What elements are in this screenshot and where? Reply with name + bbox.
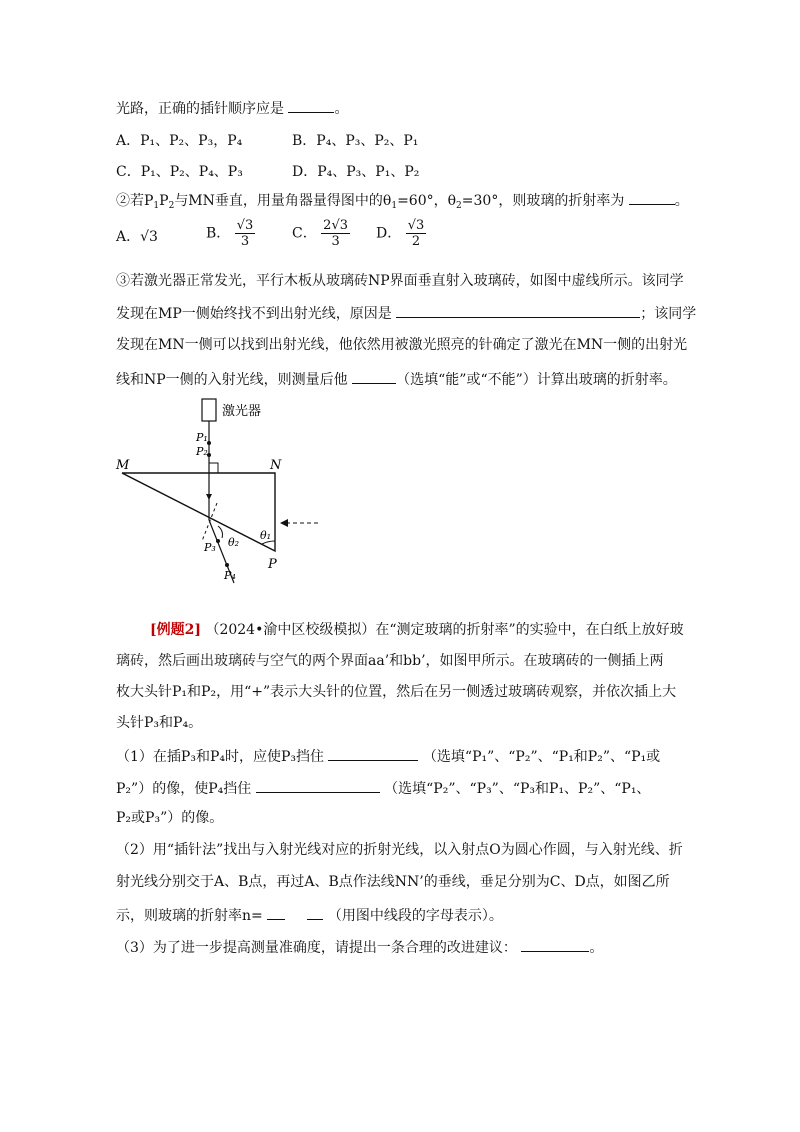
answer-blank-7a[interactable] (267, 905, 285, 920)
pin-p4 (225, 563, 229, 567)
example-tag: [例题2] (150, 622, 201, 638)
q1-stem: 光路，正确的插针顺序应是 。 (116, 98, 348, 118)
ex2-sub2-line-2: 射光线分别交于A、B点，再过A、B点作法线NN’的垂线，垂足分别为C、D点，如图乙所 (116, 874, 670, 890)
ex2-sub1-line-2: P₂”）的像，使P₄挡住 （选填“P₂”、“P₃”、“P₃和P₁、P₂”、“P₁、 (116, 778, 650, 798)
q2-stem: ②若$P_1P_2$与MN垂直，用量角器量得图中的$\theta_1=60^\circ$，$\theta_2=30^\circ$，则玻璃的折射率为 。 (116, 190, 689, 210)
fraction: $\frac{√3}{2}$ (407, 218, 425, 249)
ex2-line-2: 璃砖，然后画出玻璃砖与空气的两个界面aa’和bb’，如图甲所示。在玻璃砖的一侧插上两 (116, 653, 664, 669)
option-a: A．P₁、P₂、P₃，P₄ (116, 133, 243, 149)
answer-blank-5[interactable] (328, 746, 418, 761)
answer-blank-7b[interactable] (307, 905, 323, 920)
fraction: $\frac{2√3}{3}$ (323, 218, 348, 249)
ex2-sub2-line-1: （2）用“插针法”找出与入射光线对应的折射光线，以入射点O为圆心作圆，与入射光线、折 (116, 842, 683, 858)
option-b: B．P₄、P₃、P₂、P₁ (292, 133, 419, 149)
q2-option-a: A．√3 (116, 229, 158, 245)
answer-blank-2[interactable] (629, 190, 675, 205)
ex2-sub3: （3）为了进一步提高测量准确度，请提出一条合理的改进建议： 。 (116, 937, 603, 957)
answer-blank-6[interactable] (256, 778, 380, 793)
pin-p3 (216, 539, 220, 543)
option-d: D．P₄、P₃、P₁、P₂ (292, 164, 420, 180)
q2-option-b: B． $\frac{√3}{3}$ (206, 218, 254, 249)
ex2-sub2-line-3: 示，则玻璃的折射率n= （用图中线段的字母表示）。 (116, 905, 503, 925)
label-theta1: θ₁ (260, 529, 272, 542)
ex2-line-1: [例题2] （2024•渝中区校级模拟）在“测定玻璃的折射率”的实验中，在白纸上放好玻 (150, 622, 684, 638)
label-p2: P₂ (196, 445, 208, 458)
label-p3: P₃ (204, 541, 216, 554)
label-m: M (116, 458, 130, 473)
q3-line-3: 发现在MN一侧可以找到出射光线，他依然用被激光照亮的针确定了激光在MN一侧的出射光 (116, 337, 688, 353)
q3-line-4: 线和NP一侧的入射光线，则测量后他 （选填“能”或“不能”）计算出玻璃的折射率。 (116, 369, 677, 389)
right-angle-mark (209, 463, 218, 473)
answer-blank-3[interactable] (396, 303, 640, 318)
label-p4: P₄ (224, 569, 236, 582)
ex2-line-4: 头针P₃和P₄。 (116, 715, 203, 731)
label-n: N (270, 458, 282, 473)
laser-box (202, 399, 216, 421)
dashed-beam-arrow (280, 519, 288, 527)
fraction: $\frac{√3}{3}$ (236, 218, 254, 249)
label-p1: P₁ (196, 431, 208, 444)
q3-line-1: ③若激光器正常发光，平行木板从玻璃砖NP界面垂直射入玻璃砖，如图中虚线所示。该同学 (116, 273, 684, 289)
q2-option-c: C． $\frac{2√3}{3}$ (292, 218, 348, 249)
prism-diagram (110, 393, 330, 585)
answer-blank-1[interactable] (288, 98, 334, 113)
ex2-line-3: 枚大头针P₁和P₂，用“+”表示大头针的位置，然后在另一侧透过玻璃砖观察，并依次插上大 (116, 684, 677, 700)
laser-label: 激光器 (222, 404, 262, 419)
glass-prism (122, 473, 275, 551)
answer-blank-4[interactable] (352, 369, 396, 384)
ex2-sub1-line-3: P₂或P₃”）的像。 (116, 810, 224, 826)
ex2-sub1-line-1: （1）在插P₃和P₄时，应使P₃挡住 （选填“P₁”、“P₂”、“P₁和P₂”、“P₁或 (116, 746, 660, 766)
q2-option-d: D． $\frac{√3}{2}$ (376, 218, 425, 249)
answer-blank-8[interactable] (521, 937, 589, 952)
q3-line-2: 发现在MP一侧始终找不到出射光线，原因是 ；该同学 (116, 303, 696, 323)
label-theta2: θ₂ (228, 536, 240, 549)
option-c: C．P₁、P₂、P₄、P₃ (116, 164, 243, 180)
theta2-arc (218, 526, 223, 538)
label-p: P (268, 557, 277, 572)
